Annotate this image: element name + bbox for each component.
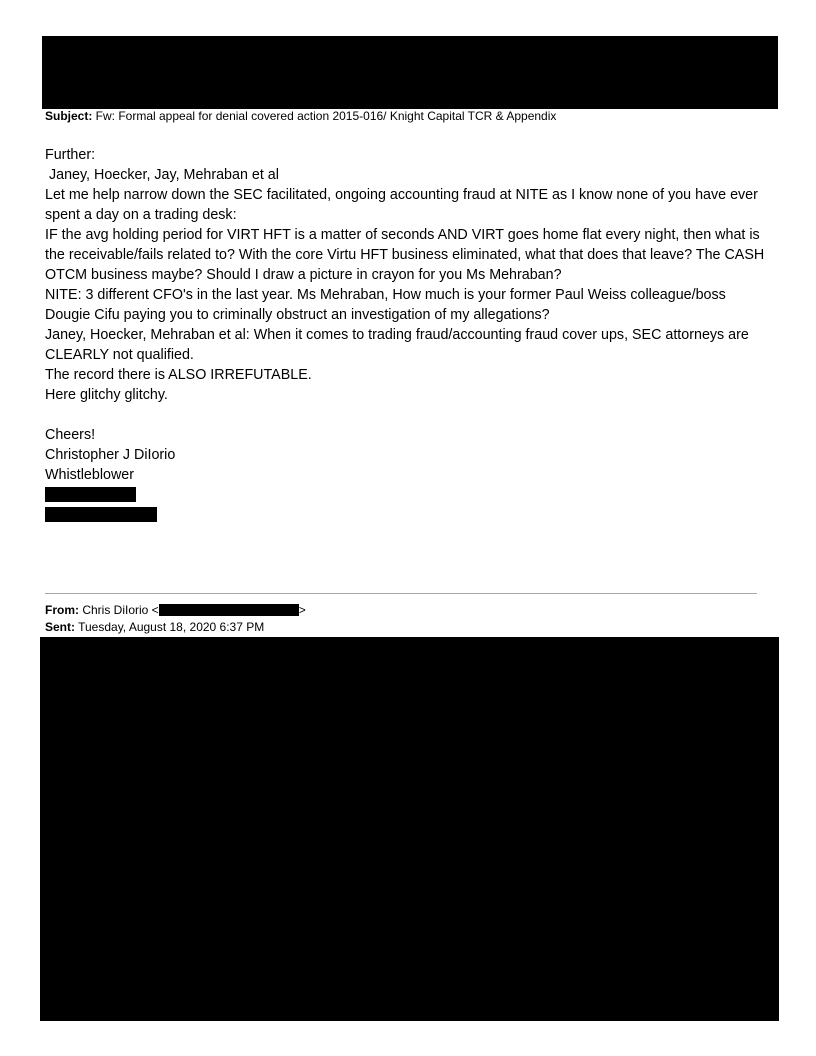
email-body	[45, 145, 775, 485]
subject-line	[45, 109, 556, 123]
body-line: Let me help narrow down the SEC facilitated, ongoing accounting fraud at NITE as I know none of you have ever spent a day on a trading desk:	[45, 187, 758, 223]
body-line: Janey, Hoecker, Mehraban et al: When it comes to trading fraud/accounting fraud cover ups, SEC attorneys are CLEARLY not qualified.	[45, 327, 749, 363]
redacted-header-block	[42, 36, 778, 109]
body-line: Janey, Hoecker, Jay, Mehraban et al	[45, 167, 279, 183]
body-line: The record there is ALSO IRREFUTABLE.	[45, 367, 312, 383]
body-line: IF the avg holding period for VIRT HFT is a matter of seconds AND VIRT goes home flat every night, then what is the receivable/fails related to? With the core Virtu HFT business eliminated, what that does that leave? The CASH OTCM business maybe? Should I draw a picture in crayon for you Ms Mehraban?	[45, 227, 765, 283]
redacted-signature-line	[45, 487, 136, 502]
sent-value: Tuesday, August 18, 2020 6:37 PM	[75, 620, 265, 634]
redacted-email-address	[159, 604, 299, 616]
sent-label: Sent:	[45, 620, 75, 634]
from-label: From:	[45, 603, 79, 617]
paragraph-spacer	[45, 405, 775, 425]
redacted-message-block	[40, 637, 779, 1021]
sent-line	[45, 620, 264, 634]
subject-label: Subject:	[45, 109, 93, 123]
body-line: Further:	[45, 147, 96, 163]
subject-value: Fw: Formal appeal for denial covered action 2015-016/ Knight Capital TCR & Appendix	[92, 109, 557, 123]
from-line	[45, 603, 306, 617]
body-line: NITE: 3 different CFO's in the last year. Ms Mehraban, How much is your former Paul Weiss colleague/boss Dougie Cifu paying you to criminally obstruct an investigation of my allegations?	[45, 287, 726, 323]
signature-title: Whistleblower	[45, 467, 134, 483]
closing-text: Cheers!	[45, 427, 96, 443]
signature-name: Christopher J DiIorio	[45, 447, 176, 463]
message-divider	[45, 593, 757, 594]
redacted-signature-line	[45, 507, 157, 522]
from-close: >	[298, 603, 306, 617]
from-name: Chris DiIorio <	[79, 603, 159, 617]
body-line: Here glitchy glitchy.	[45, 387, 168, 403]
